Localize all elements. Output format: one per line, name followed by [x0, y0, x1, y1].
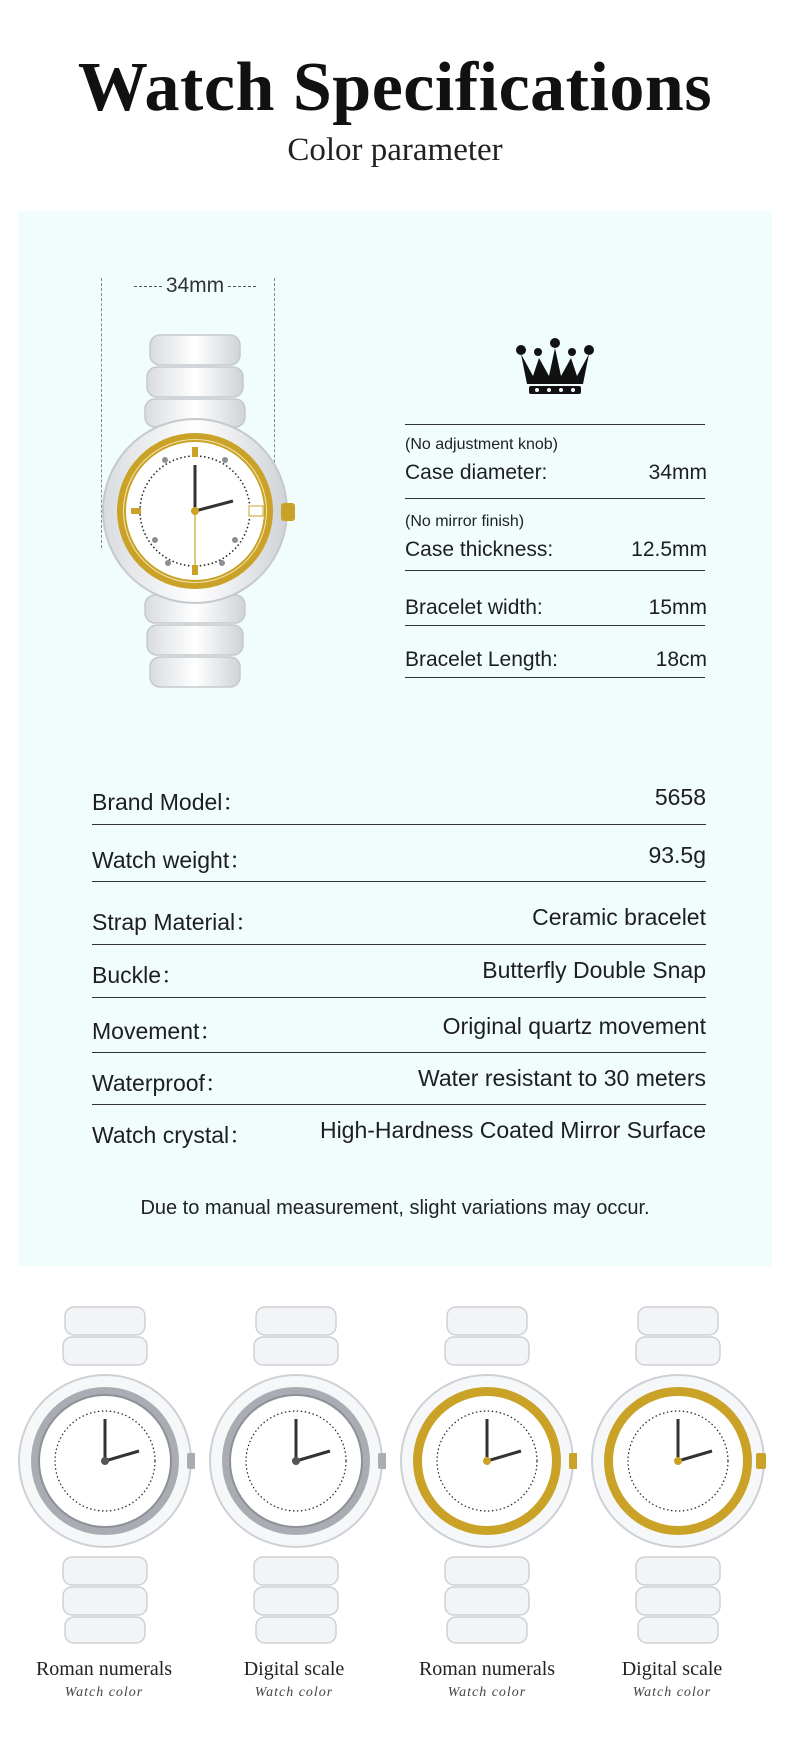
dimension-value: 34mm: [165, 274, 225, 297]
variant-subtitle: Watch color: [64, 1685, 144, 1700]
page-subtitle: Color parameter: [287, 132, 503, 168]
spec-label: Case diameter:: [405, 461, 548, 484]
variant-name: Digital scale: [621, 1658, 723, 1680]
info-divider: [92, 1052, 706, 1053]
info-divider: [92, 997, 706, 998]
info-value: 5658: [654, 784, 706, 810]
variant-watch-image: [397, 1305, 577, 1645]
info-value: Ceramic bracelet: [532, 904, 706, 930]
info-value: High-Hardness Coated Mirror Surface: [319, 1117, 706, 1143]
info-label: Watch weight：: [92, 847, 253, 873]
spec-case-thickness: [405, 538, 707, 562]
info-label: Strap Material：: [92, 909, 259, 935]
variant-watch-image: [15, 1305, 195, 1645]
info-watch-crystal: [92, 1117, 706, 1150]
variant-subtitle: Watch color: [447, 1685, 527, 1700]
spec-label: Case thickness:: [405, 538, 554, 561]
variant-watch-image: [588, 1305, 768, 1645]
info-label: Buckle：: [92, 962, 185, 988]
measurement-note: Due to manual measurement, slight variations may occur.: [140, 1197, 650, 1219]
info-divider: [92, 824, 706, 825]
info-value: Water resistant to 30 meters: [417, 1065, 706, 1091]
info-buckle: [92, 957, 706, 990]
spec-value: 12.5mm: [631, 538, 707, 561]
dimension-label: [126, 274, 264, 298]
spec-label: Bracelet Length:: [405, 648, 558, 671]
info-value: 93.5g: [648, 842, 706, 868]
spec-divider: [405, 625, 705, 626]
spec-divider: [405, 424, 705, 425]
variant-subtitle: Watch color: [254, 1685, 334, 1700]
info-value: Butterfly Double Snap: [482, 957, 706, 983]
spec-value: 15mm: [648, 596, 707, 619]
page-title: Watch Specifications: [77, 49, 713, 126]
info-label: Brand Model：: [92, 789, 246, 815]
spec-case-diameter: [405, 461, 707, 485]
variant-watch-image: [206, 1305, 386, 1645]
spec-divider: [405, 498, 705, 499]
info-waterproof: [92, 1065, 706, 1098]
spec-value: 18cm: [655, 648, 707, 671]
info-label: Movement：: [92, 1018, 223, 1044]
spec-value: 34mm: [648, 461, 707, 484]
spec-note-case-thickness: (No mirror finish): [405, 513, 525, 530]
info-value: Original quartz movement: [442, 1013, 706, 1039]
info-divider: [92, 944, 706, 945]
info-divider: [92, 1104, 706, 1105]
spec-label: Bracelet width:: [405, 596, 543, 619]
info-movement: [92, 1013, 706, 1046]
watch-hero-image: [95, 325, 295, 695]
crown-logo-icon: [515, 338, 595, 396]
spec-divider: [405, 677, 705, 678]
variant-subtitle: Watch color: [632, 1685, 712, 1700]
info-label: Waterproof：: [92, 1070, 228, 1096]
info-brand-model: [92, 784, 706, 817]
spec-note-case-diameter: (No adjustment knob): [405, 436, 558, 453]
info-watch-weight: [92, 842, 706, 875]
spec-divider: [405, 570, 705, 571]
info-label: Watch crystal：: [92, 1122, 253, 1148]
info-strap-material: [92, 904, 706, 937]
info-divider: [92, 881, 706, 882]
variant-name: Roman numerals: [418, 1658, 556, 1680]
spec-bracelet-width: [405, 596, 707, 620]
spec-bracelet-length: [405, 648, 707, 672]
variant-name: Digital scale: [243, 1658, 345, 1680]
variant-name: Roman numerals: [35, 1658, 173, 1680]
